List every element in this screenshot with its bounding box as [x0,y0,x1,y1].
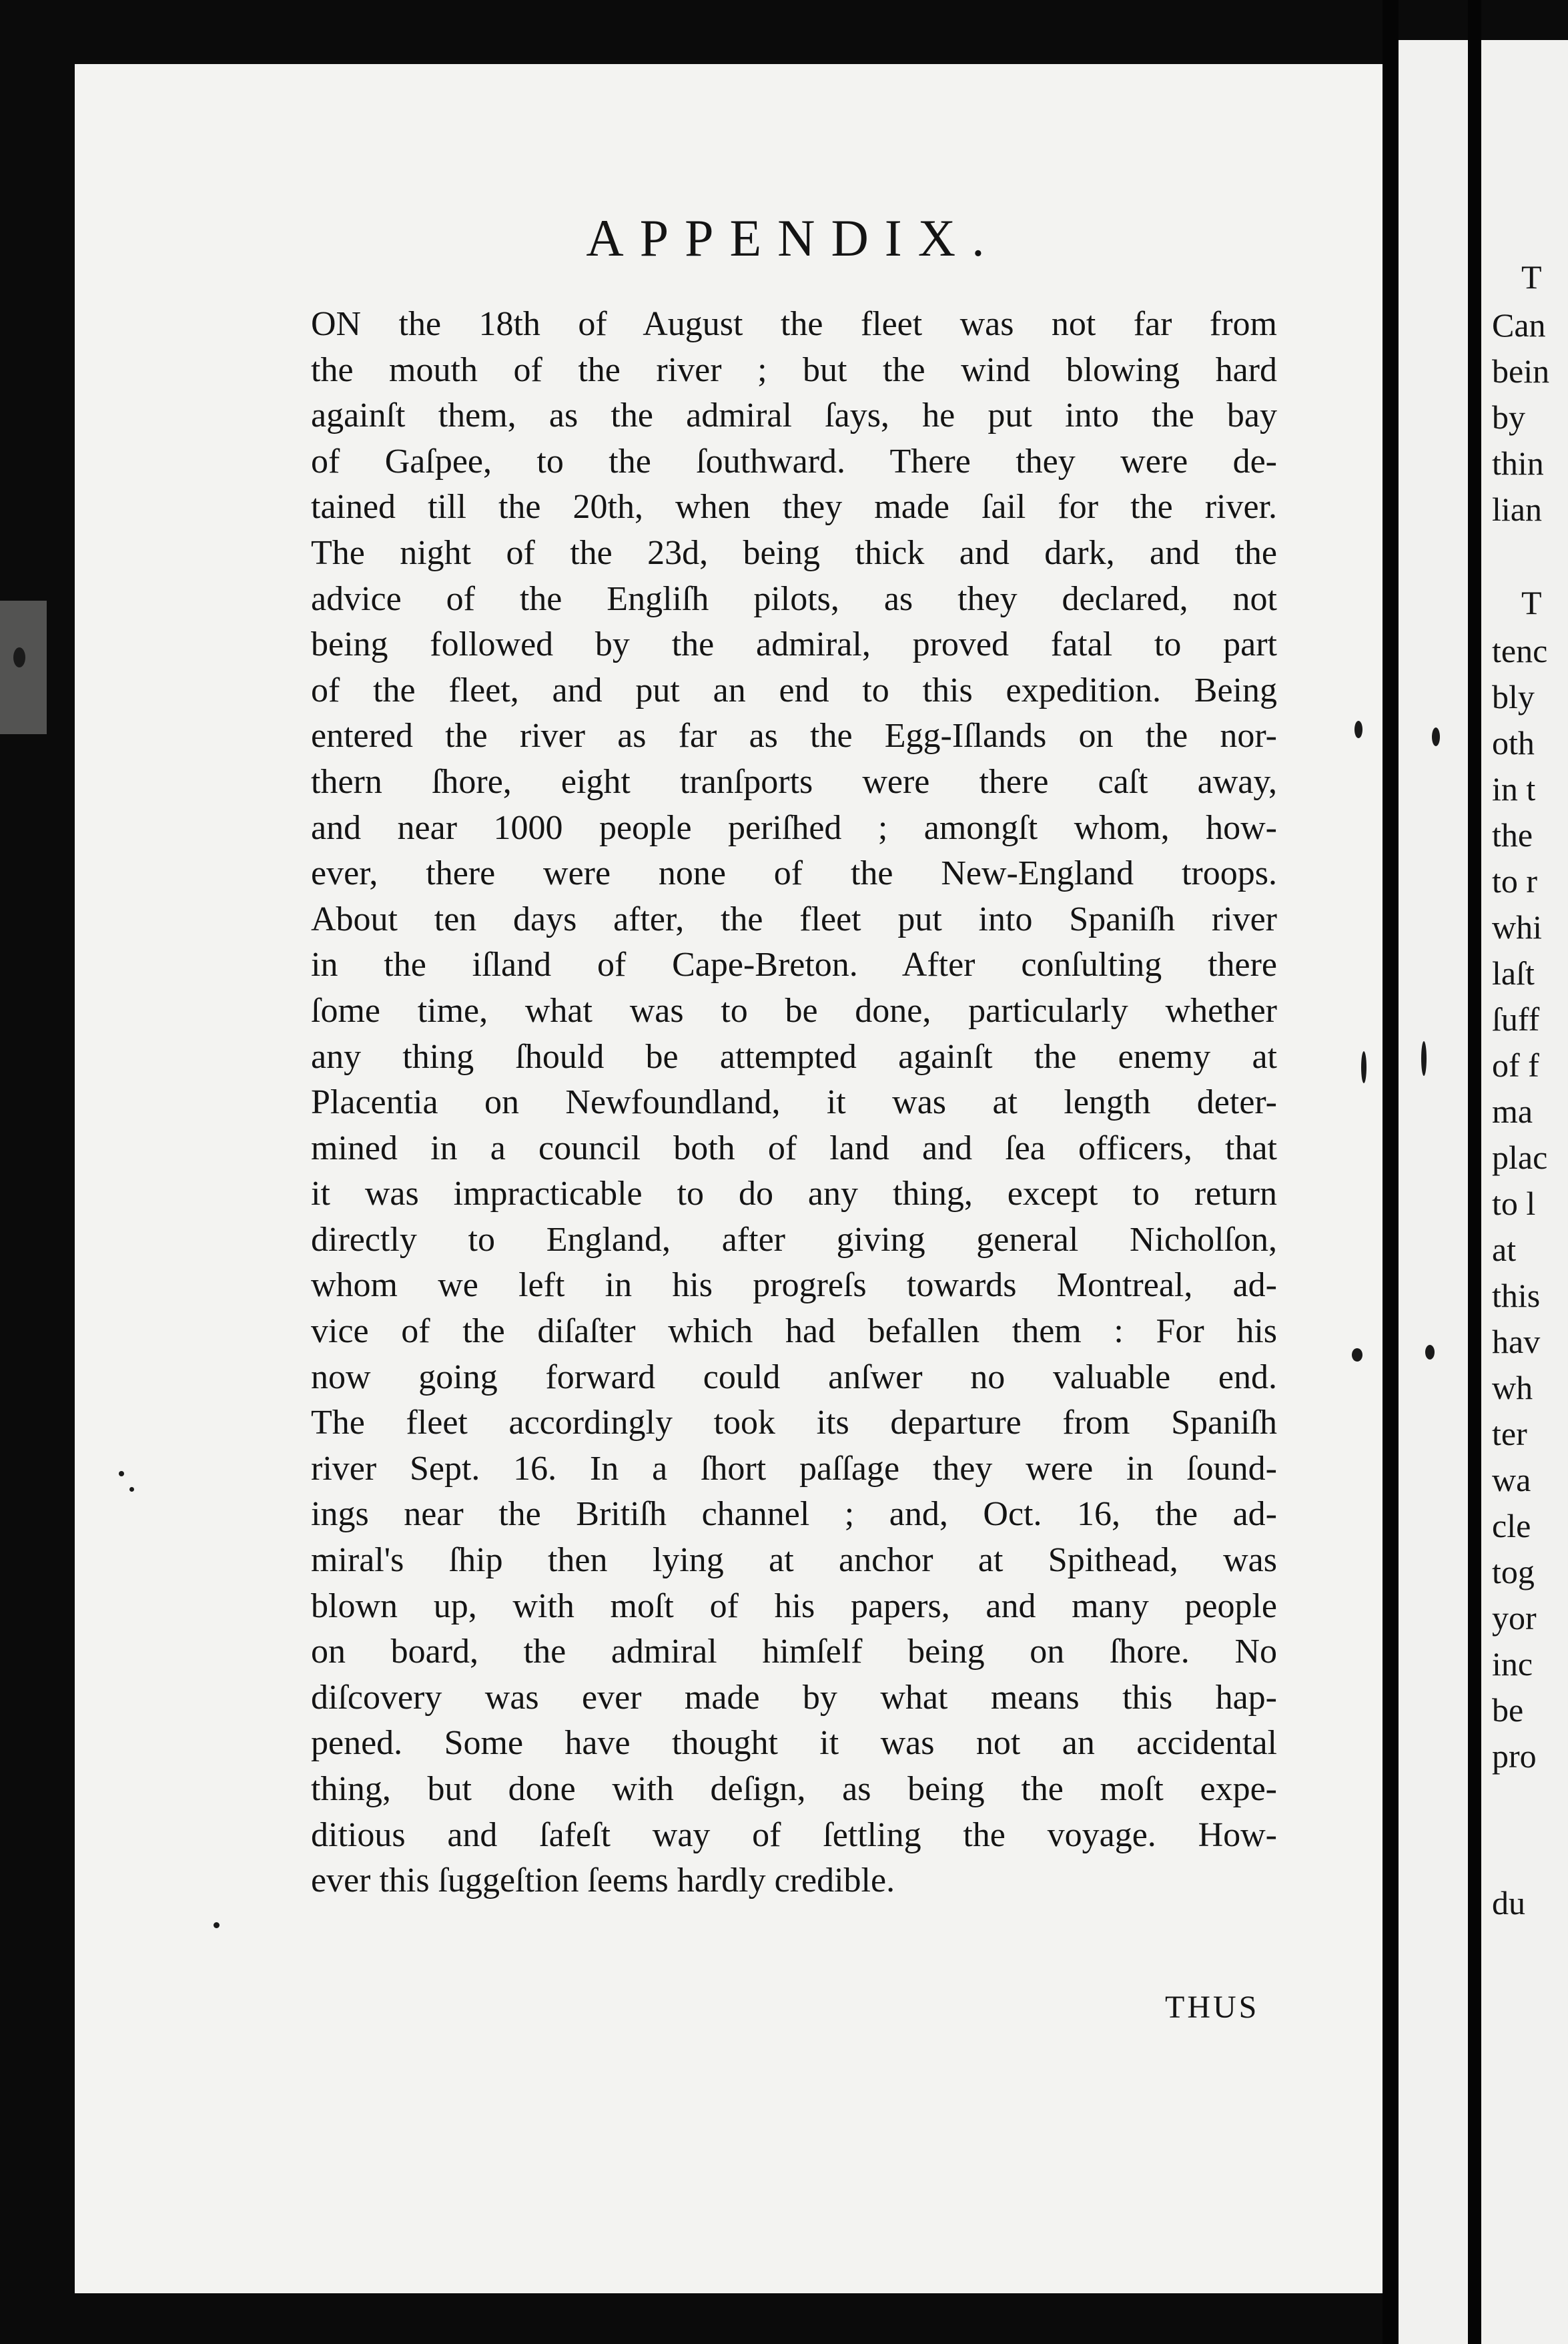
ink-speck [13,647,25,667]
text-line: blown up, with moſt of his papers, and many people [311,1586,1277,1625]
facing-text-fragment: to r [1492,862,1538,900]
ink-speck [1361,1051,1366,1083]
text-line: in the iſland of Cape-Breton. After conſulting there [311,946,1277,984]
text-line: The fleet accordingly took its departure from Spaniſh [311,1404,1277,1442]
catchword: THUS [1165,1990,1260,2025]
facing-text-fragment: whi [1492,908,1542,946]
ink-speck [119,1471,124,1476]
text-line: diſcovery was ever made by what means this hap- [311,1678,1277,1717]
facing-text-fragment: plac [1492,1139,1548,1176]
text-line: of the fleet, and put an end to this expedition. Being [311,671,1277,709]
facing-text-fragment: yor [1492,1599,1537,1637]
facing-text-fragment: the [1492,816,1533,854]
page-edge-shadow [0,601,47,734]
text-line: it was impracticable to do any thing, except to return [311,1175,1277,1213]
text-line: ON the 18th of August the fleet was not far from [311,305,1277,343]
text-line: thern ſhore, eight tranſports were there caſt away, [311,762,1277,801]
facing-text-fragment: oth [1492,724,1535,762]
ink-speck [1352,1348,1362,1362]
text-line: river Sept. 16. In a ſhort paſſage they were in ſound- [311,1449,1277,1488]
text-line: advice of the Engliſh pilots, as they declared, not [311,579,1277,618]
text-line: thing, but done with deſign, as being the moſt expe- [311,1770,1277,1808]
facing-text-fragment: T [1521,258,1542,296]
facing-text-fragment: wh [1492,1369,1533,1406]
text-line: Placentia on Newfoundland, it was at length deter- [311,1083,1277,1122]
facing-text-fragment: bly [1492,678,1535,715]
facing-text-fragment: tog [1492,1553,1535,1590]
facing-text-fragment: inc [1492,1645,1533,1683]
facing-text-fragment: thin [1492,445,1544,482]
text-line: ever this ſuggeſtion ſeems hardly credible. [311,1861,895,1900]
text-line: pened. Some have thought it was not an accidental [311,1724,1277,1763]
facing-text-fragment: Can [1492,306,1546,344]
facing-text-fragment: in t [1492,770,1536,808]
page-heading: APPENDIX. [586,209,1001,267]
facing-text-fragment: laſt [1492,954,1535,992]
text-line: miral's ſhip then lying at anchor at Spithead, was [311,1541,1277,1580]
facing-text-fragment: ma [1492,1093,1533,1130]
facing-text-fragment: pro [1492,1737,1537,1775]
text-line: the mouth of the river ; but the wind blowing hard [311,350,1277,389]
text-line: of Gaſpee, to the ſouthward. There they were de- [311,442,1277,481]
ink-speck [1432,727,1440,746]
ink-speck [214,1922,220,1928]
facing-text-fragment: lian [1492,491,1542,528]
text-line: About ten days after, the fleet put into Spaniſh river [311,900,1277,938]
text-line: ditious and ſafeſt way of ſettling the voyage. How- [311,1815,1277,1854]
text-line: The night of the 23d, being thick and dark, and the [311,533,1277,572]
facing-page-fold-line [1468,0,1481,2344]
ink-speck [1421,1041,1427,1076]
facing-text-fragment: of f [1492,1047,1539,1084]
text-line: againſt them, as the admiral ſays, he put into the bay [311,396,1277,435]
text-line: being followed by the admiral, proved fatal to part [311,625,1277,664]
text-line: ever, there were none of the New-England troops. [311,854,1277,893]
text-line: now going forward could anſwer no valuable end. [311,1358,1277,1396]
text-line: vice of the diſaſter which had befallen them : For his [311,1312,1277,1351]
facing-text-fragment: hav [1492,1323,1541,1360]
text-line: and near 1000 people periſhed ; amongſt whom, how- [311,808,1277,847]
facing-text-fragment: at [1492,1231,1517,1268]
text-line: on board, the admiral himſelf being on ſhore. No [311,1633,1277,1671]
text-line: ings near the Britiſh channel ; and, Oct. 16, the ad- [311,1495,1277,1534]
facing-text-fragment: be [1492,1691,1524,1729]
ink-speck [1425,1345,1435,1360]
facing-text-fragment: du [1492,1884,1525,1922]
ink-speck [1354,721,1362,738]
text-line: tained till the 20th, when they made ſail for the river. [311,488,1277,527]
facing-text-fragment: cle [1492,1507,1531,1544]
facing-text-fragment: ter [1492,1415,1527,1452]
gutter [1383,0,1399,2344]
facing-text-fragment: ſuff [1492,1000,1540,1038]
ink-speck [129,1487,134,1492]
text-line: entered the river as far as the Egg-Iſlands on the nor- [311,717,1277,756]
text-line: any thing ſhould be attempted againſt the enemy at [311,1037,1277,1076]
facing-text-fragment: this [1492,1277,1541,1314]
facing-text-fragment: wa [1492,1461,1531,1498]
text-line: ſome time, what was to be done, particularly whether [311,991,1277,1030]
body-text [311,302,1277,1904]
facing-text-fragment: bein [1492,352,1550,390]
facing-text-fragment: T [1521,584,1542,621]
text-line: whom we left in his progreſs towards Montreal, ad- [311,1266,1277,1305]
facing-text-fragment: tenc [1492,632,1548,669]
text-line: mined in a council both of land and ſea officers, that [311,1129,1277,1167]
facing-text-fragment: to l [1492,1185,1536,1222]
text-line: directly to England, after giving general Nicholſon, [311,1220,1277,1259]
facing-text-fragment: by [1492,398,1525,436]
